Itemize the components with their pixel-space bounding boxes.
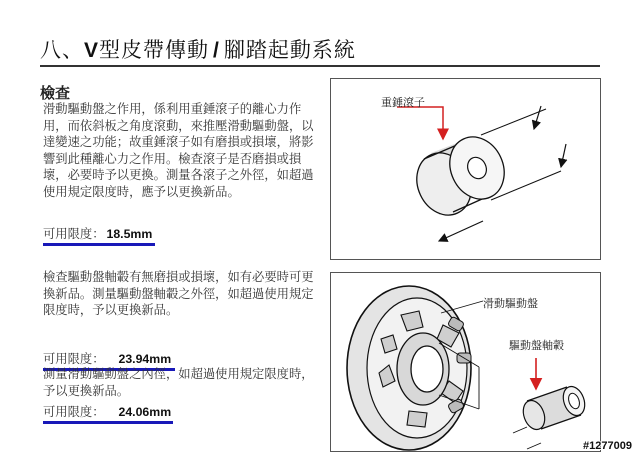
title-slash: / (213, 39, 220, 62)
roller-limit (43, 224, 155, 246)
boss-paragraph-text: 檢查驅動盤軸轂有無磨損或損壞，如有必要時可更換新品。測量驅動盤軸轂之外徑，如超過使用規定限度時，予以更換新品。 (43, 270, 314, 317)
roller-label: 重錘滾子 (381, 96, 425, 109)
pulley-drawing (331, 273, 600, 451)
boss-limit-label: 可用限度： (43, 352, 105, 366)
roller-drawing (331, 79, 600, 259)
page-title (40, 34, 356, 64)
boss-limit-value: 23.94mm (118, 352, 172, 366)
watermark: #1277009 (583, 440, 632, 452)
pulley-limit-label: 可用限度： (43, 405, 105, 419)
pulley-limit (43, 402, 173, 424)
pulley-limit-value: 24.06mm (118, 405, 172, 419)
roller-limit-label: 可用限度： (43, 227, 105, 241)
boss-paragraph (43, 269, 323, 319)
title-rule (40, 65, 600, 67)
roller-figure (330, 78, 601, 260)
roller-limit-value: 18.5mm (106, 227, 153, 241)
roller-paragraph: 滑動驅動盤之作用，係利用重錘滾子的離心力作用，而依斜板之角度滾動，來推壓滑動驅動盤，以達變速之功能；故重錘滾子如有磨損或損壞，將影響到此種離心力之作用。檢查滾子是否磨損或損壞，必要時予以更換。測量各滾子之外徑，如超過使用規定限度時，應予以更換新品。 (43, 102, 314, 199)
title-prefix: 八、 (40, 38, 84, 62)
title-secondary: 腳踏起動系統 (223, 38, 356, 62)
title-main: 型皮帶傳動 (99, 38, 210, 62)
section-heading: 檢查 (40, 84, 71, 102)
title-letter: V (84, 39, 100, 62)
boss-label: 驅動盤軸轂 (509, 339, 564, 352)
pulley-figure (330, 272, 601, 452)
pulley-label: 滑動驅動盤 (483, 297, 538, 310)
pulley-paragraph: 測量滑動驅動盤之內徑，如超過使用規定限度時，予以更換新品。 (43, 367, 314, 398)
